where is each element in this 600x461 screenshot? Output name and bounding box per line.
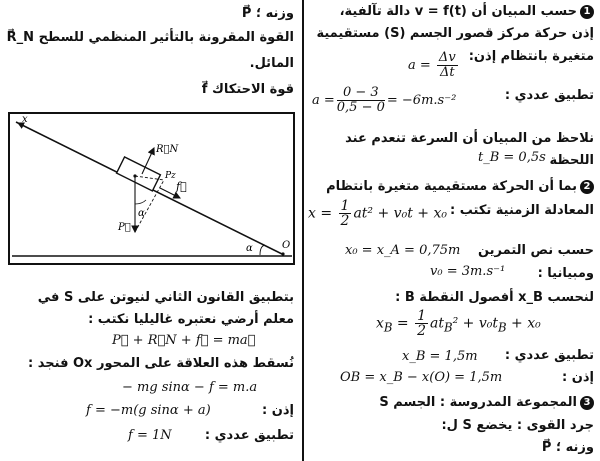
left-line-3: المائل. [249,56,294,71]
inclined-plane-diagram [10,114,293,263]
column-divider [302,0,304,461]
section-1-line-5: اللحظة [549,153,594,168]
section-3-line-1: 3المجموعة المدروسة : الجسم S [379,395,594,410]
equation-tb: t_B = 0,5s [478,150,546,165]
section-1-numeric-label: تطبيق عددي : [504,88,594,103]
left-line-2: R⃗_N القوة المقرونة بالتأثير المنظمي للسطح [6,30,294,45]
inclined-plane-figure [8,112,295,265]
section-2-line-3: حسب نص التمرين [477,243,594,258]
origin-point [281,252,284,255]
equation-friction-value: f = 1N [128,428,172,443]
section-3-number: 3 [580,396,594,410]
left-line-7: نُسقط هذه العلاقة على المحور Ox فنجد : [28,356,294,371]
block-s [117,157,161,191]
left-line-1: P⃗ وزنه ؛ [241,6,294,21]
section-1-line-2: إذن حركة مركز قصور الجسم (S) مستقيمية [316,26,594,41]
equation-acceleration-value: a = $\frac{0 - 3}{0,5 - 0}$ = −6m.s⁻² [312,85,457,115]
section-3-line-3: P⃗ وزنه ؛ [541,440,594,455]
rn-label: R⃗N [156,144,179,155]
section-2-number: 2 [580,180,594,194]
equation-projection: − mg sinα − f = m.a [122,380,258,395]
section-1-number: 1 [580,5,594,19]
left-line-6: معلم أرضي نعتبره غاليليا نكتب : [88,312,294,327]
left-line-5: بتطبيق القانون الثاني لنيوتن على S في [37,290,294,305]
alpha-label-block: α [138,208,145,219]
equation-x0: x₀ = x_A = 0,75m [345,243,461,258]
origin-label: O [282,240,291,251]
section-2-line-2: المعادلة الزمنية تكتب : [450,203,594,218]
left-line-4: f⃗ قوة الاحتكاك [201,82,294,97]
x-axis-label: x [22,114,28,125]
section-2-line-7: إذن : [562,370,594,385]
section-1-line-4: نلاحظ من المبيان أن السرعة تنعدم عند [345,131,594,146]
equation-ob: OB = x_B − x(O) = 1,5m [340,370,503,385]
equation-friction: f = −m(g sinα + a) [86,403,211,418]
equation-newton: P⃗ + R⃗N + f⃗ = ma⃗ [112,333,256,348]
equation-time-law: x = $\frac{1}{2}$ at² + v₀t + x₀ [308,198,447,229]
alpha-arc-base [260,245,265,255]
section-2-line-4: ومبيانيا : [537,266,594,281]
equation-acceleration-def: a = $\frac{\Delta v}{\Delta t}$ [408,50,456,80]
alpha-arc-block [135,200,146,204]
equation-v0: v₀ = 3m.s⁻¹ [430,264,506,279]
section-1-line-3: متغيرة بانتظام إذن: [468,49,594,64]
equation-xb-value: x_B = 1,5m [402,349,478,364]
equation-xb: $x_B$ = $\frac{1}{2}$ $at_B^2 + v_0t_B + x_0$ [376,308,541,339]
section-2-line-6: تطبيق عددي : [504,348,594,363]
weight-label: P⃗ [118,222,131,233]
pz-label: Pz [165,171,176,181]
left-line-9: تطبيق عددي : [204,428,294,443]
section-3-line-2: جرد القوى : يخضع S ل: [441,418,594,433]
section-2-line-5: لنحسب x_B أفصول النقطة B : [395,290,594,305]
alpha-label-base: α [246,243,253,254]
section-1-line-1: 1حسب المبيان أن v = f(t) دالة تآلفية، [340,4,594,19]
section-2-line-1: 2بما أن الحركة مستقيمية متغيرة بانتظام [326,179,594,194]
left-line-8: إذن : [262,403,294,418]
friction-label: f⃗ [176,180,187,193]
